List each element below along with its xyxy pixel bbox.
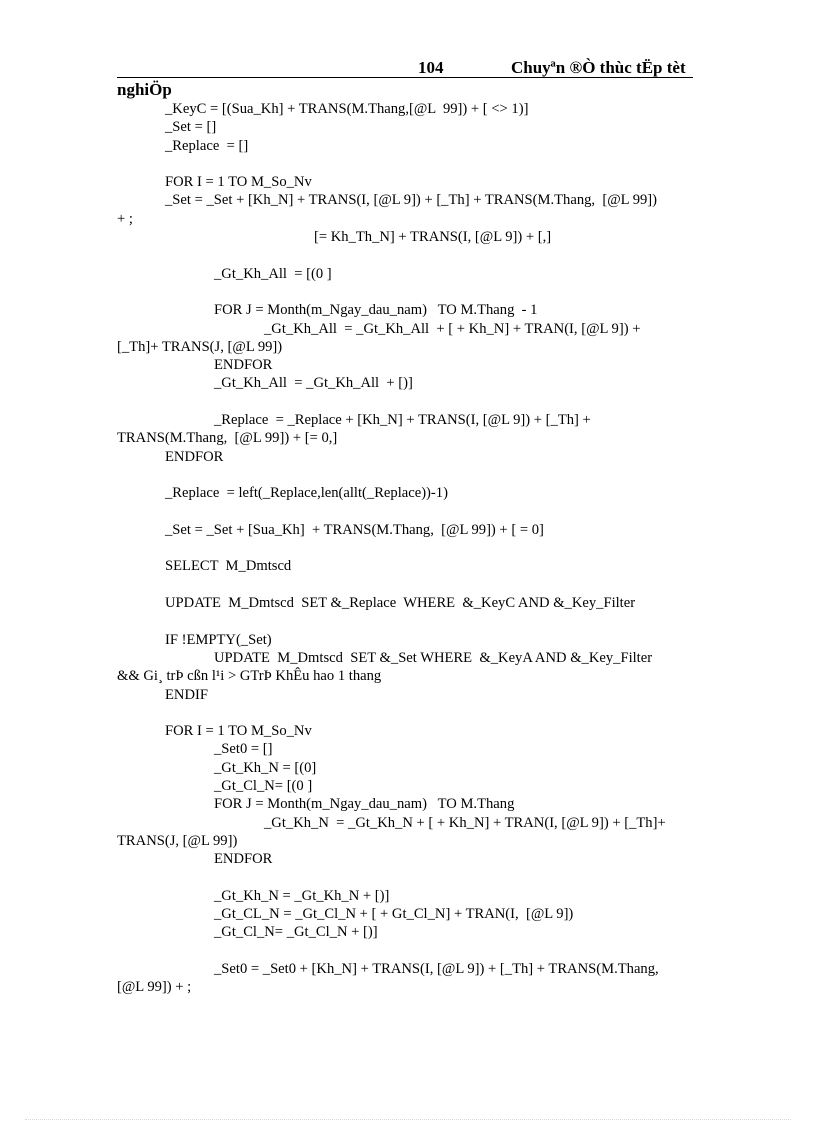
code-line: _Set = _Set + [Sua_Kh] + TRANS(M.Thang, [@L 99]) + [ = 0] xyxy=(165,521,544,538)
code-line: _Set = [] xyxy=(165,119,217,136)
header-rule xyxy=(117,77,693,78)
code-line: [_Th]+ TRANS(J, [@L 99]) xyxy=(117,338,283,355)
code-line xyxy=(117,704,717,722)
code-line xyxy=(117,576,717,594)
code-line: _Gt_Kh_All = _Gt_Kh_All + [)] xyxy=(214,375,413,392)
code-line: [= Kh_Th_N] + TRANS(I, [@L 9]) + [,] xyxy=(314,229,552,246)
code-line xyxy=(117,612,717,630)
code-line: SELECT M_Dmtscd xyxy=(165,558,292,575)
code-line: _KeyC = [(Sua_Kh] + TRANS(M.Thang,[@L 99]) + [ <> 1)] xyxy=(165,101,529,117)
footer-divider xyxy=(25,1119,791,1120)
code-line: UPDATE M_Dmtscd SET &_Set WHERE &_KeyA AND &_Key_Filter xyxy=(214,649,653,666)
code-line xyxy=(117,283,717,301)
page-header xyxy=(117,58,693,78)
code-line: _Gt_Cl_N= _Gt_Cl_N + [)] xyxy=(214,924,378,941)
code-line: ENDFOR xyxy=(214,851,273,868)
header-title: Chuyªn ®Ò thùc tËp tèt xyxy=(511,58,686,77)
code-line: FOR I = 1 TO M_So_Nv xyxy=(165,723,312,740)
code-line xyxy=(117,155,717,173)
code-line: _Replace = _Replace + [Kh_N] + TRANS(I, [@L 9]) + [_Th] + xyxy=(214,412,591,429)
code-line: ENDIF xyxy=(165,686,208,703)
code-line: ENDFOR xyxy=(165,448,224,465)
code-line: _Gt_Kh_All = [(0 ] xyxy=(214,265,332,282)
code-line: && Gi¸ trÞ cßn l¹i > GTrÞ KhÊu hao 1 thang xyxy=(117,668,382,685)
code-line: _Replace = left(_Replace,len(allt(_Replace))-1) xyxy=(165,485,448,502)
code-line: _Gt_Kh_N = _Gt_Kh_N + [ + Kh_N] + TRAN(I, [@L 9]) + [_Th]+ xyxy=(264,814,666,831)
code-line: _Gt_Kh_All = _Gt_Kh_All + [ + Kh_N] + TRAN(I, [@L 9]) + xyxy=(264,320,641,337)
code-line xyxy=(117,503,717,521)
code-line: _Gt_Cl_N= [(0 ] xyxy=(214,777,313,794)
code-line: FOR I = 1 TO M_So_Nv xyxy=(165,174,312,191)
code-line: TRANS(J, [@L 99]) xyxy=(117,832,238,849)
code-line xyxy=(117,466,717,484)
code-line: _Gt_CL_N = _Gt_Cl_N + [ + Gt_Cl_N] + TRAN(I, [@L 9]) xyxy=(214,906,574,923)
code-line xyxy=(117,246,717,264)
page-number: 104 xyxy=(418,58,444,77)
code-line: TRANS(M.Thang, [@L 99]) + [= 0,] xyxy=(117,430,338,447)
code-line: _Set0 = [] xyxy=(214,741,273,758)
code-listing xyxy=(117,100,717,997)
code-line: _Set0 = _Set0 + [Kh_N] + TRANS(I, [@L 9]) + [_Th] + TRANS(M.Thang, xyxy=(214,960,659,977)
code-line: [@L 99]) + ; xyxy=(117,979,192,996)
code-line: _Set = _Set + [Kh_N] + TRANS(I, [@L 9]) + [_Th] + TRANS(M.Thang, [@L 99]) xyxy=(165,192,658,209)
code-line: ENDFOR xyxy=(214,357,273,374)
header-title-continued: nghiÖp xyxy=(117,80,172,99)
code-line xyxy=(117,393,717,411)
code-line: _Gt_Kh_N = _Gt_Kh_N + [)] xyxy=(214,887,390,904)
code-line: FOR J = Month(m_Ngay_dau_nam) TO M.Thang xyxy=(214,796,515,813)
code-line: _Gt_Kh_N = [(0] xyxy=(214,759,317,776)
code-line xyxy=(117,868,717,886)
code-line: FOR J = Month(m_Ngay_dau_nam) TO M.Thang - 1 xyxy=(214,302,538,319)
code-line: _Replace = [] xyxy=(165,137,249,154)
code-line xyxy=(117,942,717,960)
code-line: UPDATE M_Dmtscd SET &_Replace WHERE &_KeyC AND &_Key_Filter xyxy=(165,595,636,612)
code-line: IF !EMPTY(_Set) xyxy=(165,631,272,648)
code-line: + ; xyxy=(117,210,133,227)
code-line xyxy=(117,539,717,557)
